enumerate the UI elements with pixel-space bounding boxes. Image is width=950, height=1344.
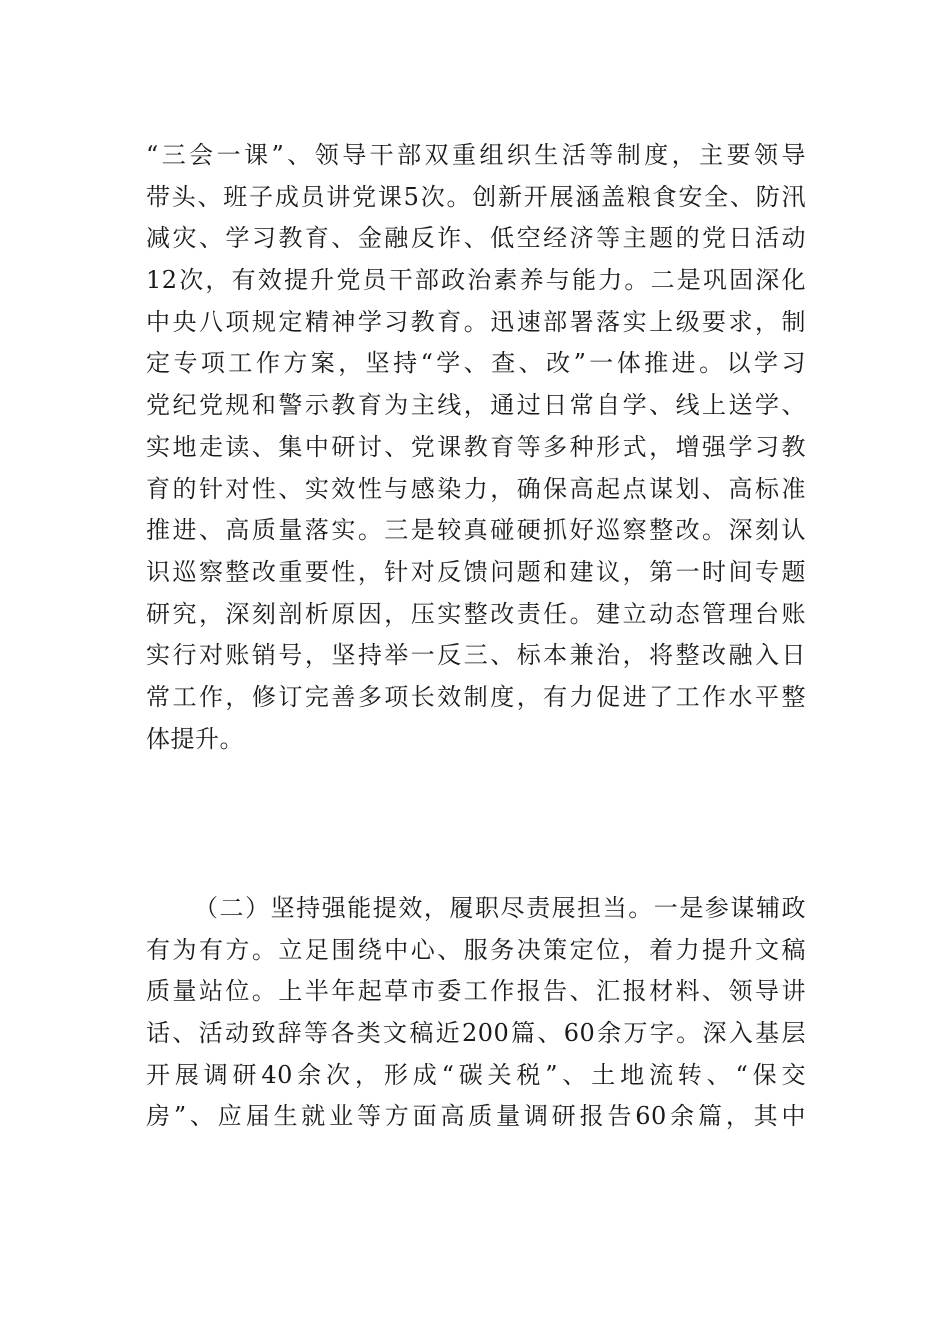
text-line: 房”、应届生就业等方面高质量调研报告60余篇，其中 <box>146 1102 806 1131</box>
text-line: 育的针对性、实效性与感染力，确保高起点谋划、高标准 <box>146 474 806 503</box>
text-line: 减灾、学习教育、金融反诈、低空经济等主题的党日活动 <box>146 224 806 253</box>
text-line: 开展调研40余次，形成“碳关税”、土地流转、“保交 <box>146 1060 806 1089</box>
text-line: 质量站位。上半年起草市委工作报告、汇报材料、领导讲 <box>146 977 806 1006</box>
text-line: 实行对账销号，坚持举一反三、标本兼治，将整改融入日 <box>146 641 806 670</box>
paragraph-party-building <box>146 135 806 760</box>
text-line: 中央八项规定精神学习教育。迅速部署落实上级要求，制 <box>146 307 806 336</box>
paragraph-performance <box>146 888 806 1138</box>
text-line: 有为有方。立足围绕中心、服务决策定位，着力提升文稿 <box>146 935 806 964</box>
text-line: 实地走读、集中研讨、党课教育等多种形式，增强学习教 <box>146 432 806 461</box>
text-line: （二）坚持强能提效，履职尽责展担当。一是参谋辅政 <box>194 894 806 922</box>
text-line: 话、活动致辞等各类文稿近200篇、60余万字。深入基层 <box>146 1019 806 1048</box>
text-line: 研究，深刻剖析原因，压实整改责任。建立动态管理台账 <box>146 599 806 628</box>
text-line: 推进、高质量落实。三是较真碰硬抓好巡察整改。深刻认 <box>146 516 806 545</box>
text-line: 体提升。 <box>146 724 244 753</box>
text-line: 定专项工作方案，坚持“学、查、改”一体推进。以学习 <box>146 349 806 378</box>
text-line: 12次，有效提升党员干部政治素养与能力。二是巩固深化 <box>146 266 806 295</box>
text-line: 带头、班子成员讲党课5次。创新开展涵盖粮食安全、防汛 <box>146 182 806 211</box>
text-line: “三会一课”、领导干部双重组织生活等制度，主要领导 <box>146 141 806 169</box>
text-line: 常工作，修订完善多项长效制度，有力促进了工作水平整 <box>146 682 806 711</box>
text-line: 识巡察整改重要性，针对反馈问题和建议，第一时间专题 <box>146 557 806 586</box>
text-line: 党纪党规和警示教育为主线，通过日常自学、线上送学、 <box>146 391 806 420</box>
